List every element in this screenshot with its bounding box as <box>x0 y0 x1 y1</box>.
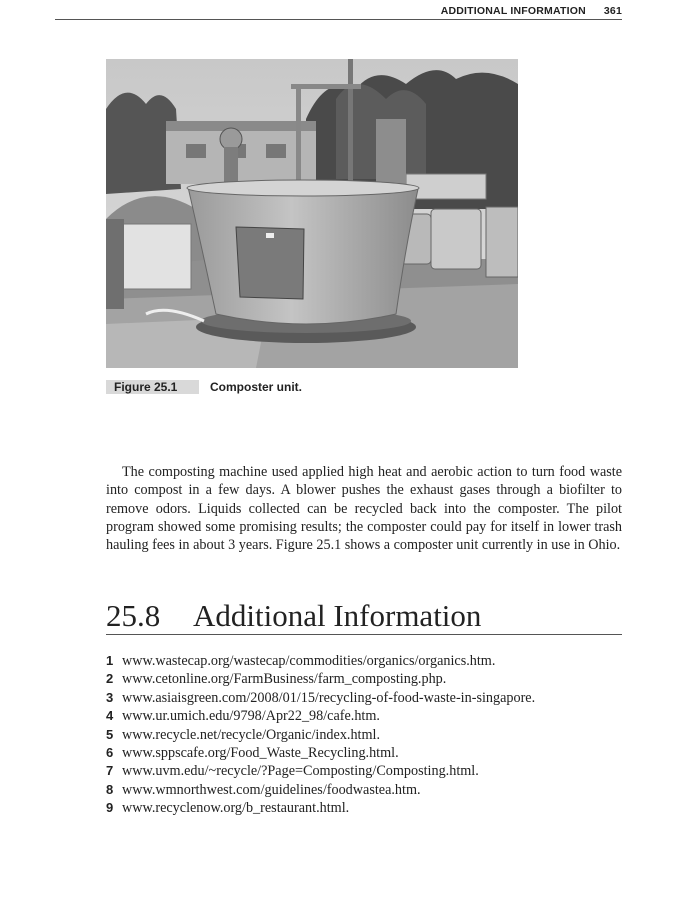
reference-url[interactable]: www.recycle.net/recycle/Organic/index.html. <box>122 726 381 743</box>
list-item <box>106 652 622 670</box>
list-item <box>106 689 622 707</box>
figure-caption <box>106 380 302 394</box>
reference-url[interactable]: www.recyclenow.org/b_restaurant.html. <box>122 800 350 817</box>
reference-number: 6 <box>106 744 114 760</box>
list-item <box>106 799 622 817</box>
list-item <box>106 744 622 762</box>
section-title: Additional Information <box>193 598 482 633</box>
reference-number: 7 <box>106 763 114 779</box>
reference-number: 9 <box>106 800 114 816</box>
reference-number: 4 <box>106 708 114 724</box>
reference-url[interactable]: www.ur.umich.edu/9798/Apr22_98/cafe.htm. <box>122 708 380 725</box>
reference-url[interactable]: www.sppscafe.org/Food_Waste_Recycling.html. <box>122 744 399 761</box>
section-number: 25.8 <box>106 598 161 633</box>
reference-list <box>106 652 622 818</box>
reference-url[interactable]: www.uvm.edu/~recycle/?Page=Composting/Composting.html. <box>122 763 479 780</box>
list-item <box>106 707 622 725</box>
reference-number: 1 <box>106 653 114 668</box>
reference-number: 2 <box>106 671 114 687</box>
composter-photo <box>106 59 518 368</box>
list-item <box>106 762 622 780</box>
reference-url[interactable]: www.wmnorthwest.com/guidelines/foodwastea.htm. <box>122 781 421 798</box>
list-item <box>106 781 622 799</box>
reference-url[interactable]: www.cetonline.org/FarmBusiness/farm_composting.php. <box>122 671 447 688</box>
page-number: 361 <box>603 5 622 17</box>
figure-label: Figure 25.1 <box>106 380 199 394</box>
running-head-section: ADDITIONAL INFORMATION <box>440 5 586 17</box>
section-heading <box>106 597 622 635</box>
figure-caption-text: Composter unit. <box>210 380 302 394</box>
reference-number: 3 <box>106 689 114 705</box>
list-item <box>106 726 622 744</box>
reference-number: 5 <box>106 726 114 742</box>
reference-url[interactable]: www.wastecap.org/wastecap/commodities/organics/organics.htm. <box>122 653 496 669</box>
body-paragraph: The composting machine used applied high heat and aerobic action to turn food waste into compost in a few days. A blower pushes the exhaust gases through a biofilter to remove odors. Liquids collected can be recycled back into the composter. The pilot program showed some promising results; the composter could pay for itself in lower trash hauling fees in about 3 years. Figure 25.1 shows a composter unit currently in use in Ohio. <box>106 464 622 554</box>
list-item <box>106 670 622 688</box>
running-head <box>55 5 622 20</box>
reference-url[interactable]: www.asiaisgreen.com/2008/01/15/recycling-of-food-waste-in-singapore. <box>122 689 536 706</box>
reference-number: 8 <box>106 781 114 797</box>
